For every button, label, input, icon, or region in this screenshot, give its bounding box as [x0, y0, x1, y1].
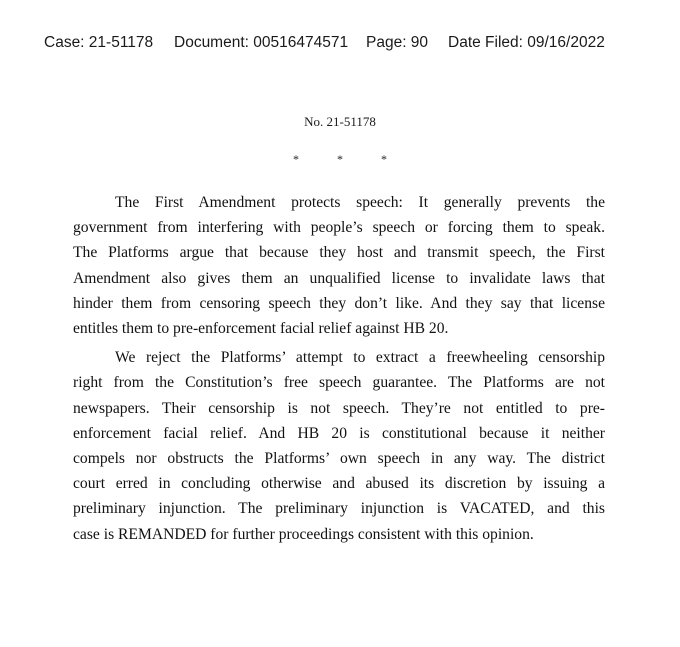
paragraph-2 — [73, 345, 605, 547]
text-line: The First Amendment protects speech: It generally prevents the — [115, 194, 605, 211]
text-line: case is REMANDED for further proceedings consistent with this opinion. — [73, 525, 534, 543]
paragraph-1 — [73, 190, 605, 341]
text-line: court erred in concluding otherwise and abused its discretion by issuing a — [73, 475, 605, 493]
text-line: government from interfering with people’s speech or forcing them to speak. — [73, 219, 605, 237]
case-number: Case: 21-51178 — [44, 34, 154, 51]
separator-star: * — [293, 152, 299, 166]
document-number: Document: 00516474571 — [174, 34, 349, 51]
text-line: We reject the Platforms’ attempt to extract a freewheeling censorship — [115, 349, 605, 367]
text-line: Amendment also gives them an unqualified license to invalidate laws that — [73, 269, 605, 287]
text-line: The Platforms argue that because they host and transmit speech, the First — [73, 244, 605, 262]
opinion-body — [73, 190, 605, 549]
text-line: entitles them to pre-enforcement facial relief against HB 20. — [73, 320, 449, 338]
text-line: enforcement facial relief. And HB 20 is constitutional because it neither — [73, 424, 605, 442]
date-filed: Date Filed: 09/16/2022 — [448, 34, 605, 51]
separator-star: * — [337, 152, 343, 166]
docket-number: No. 21-51178 — [304, 114, 376, 129]
separator-star: * — [381, 152, 387, 166]
court-header — [44, 34, 644, 52]
page-number: Page: 90 — [366, 34, 429, 51]
text-line: right from the Constitution’s free speech guarantee. The Platforms are not — [73, 374, 605, 392]
text-line: hinder them from censoring speech they don’t like. And they say that license — [73, 294, 605, 312]
text-line: newspapers. Their censorship is not speech. They’re not entitled to pre- — [73, 399, 605, 417]
section-separator — [0, 152, 680, 167]
text-line: preliminary injunction. The preliminary injunction is VACATED, and this — [73, 500, 605, 518]
text-line: compels nor obstructs the Platforms’ own speech in any way. The district — [73, 450, 605, 468]
